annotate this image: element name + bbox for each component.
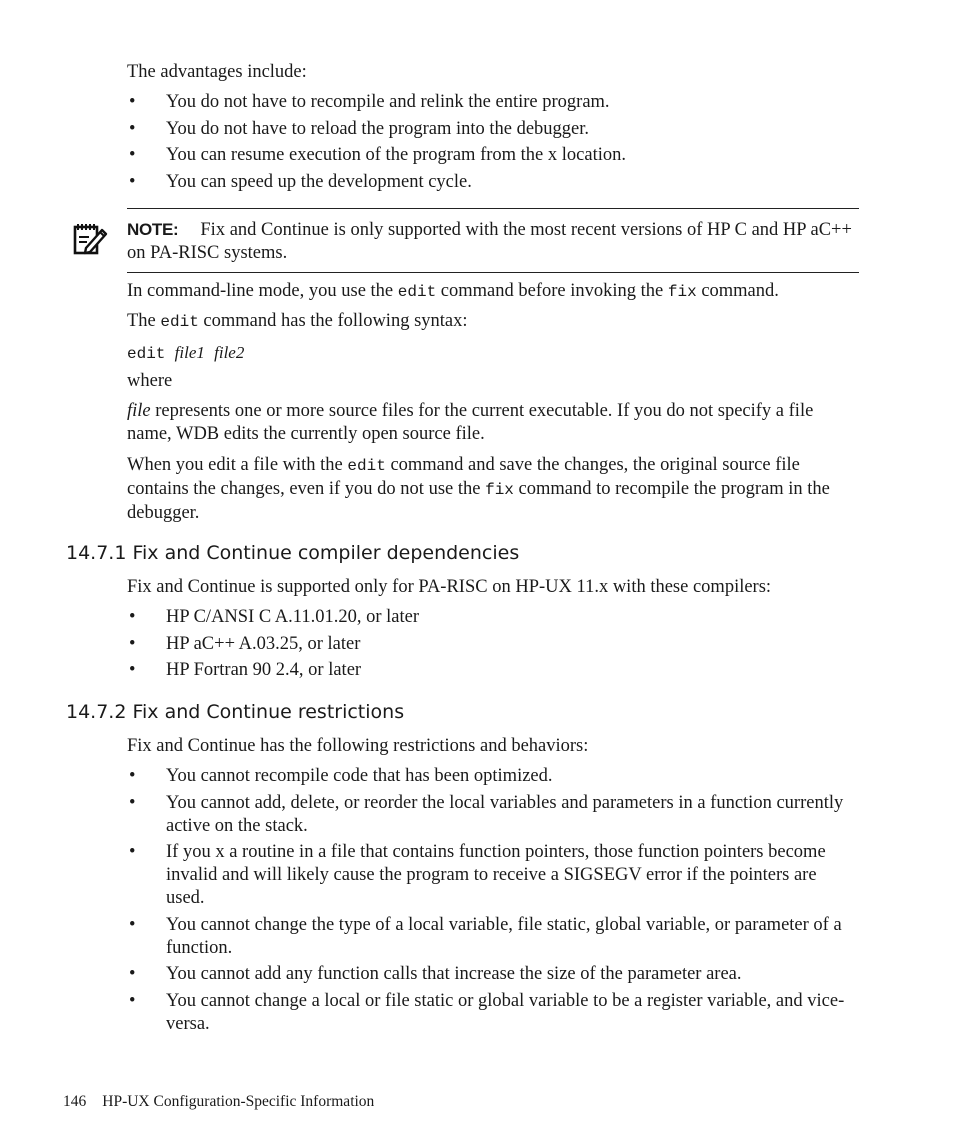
note-text-block [127, 218, 859, 265]
bullet-icon: • [129, 607, 136, 627]
bullet-icon: • [129, 118, 136, 139]
list-item: • If you x a routine in a file that contains function pointers, those function pointers become invalid and will likely cause the program to receive a SIGSEGV error if the pointers are used. [129, 842, 826, 908]
syntax-arg-1: file1 [174, 343, 205, 362]
list-item: • You cannot add, delete, or reorder the local variables and parameters in a function currently active on the stack. [129, 792, 844, 836]
code-fix: fix [667, 283, 697, 301]
list-item: • HP Fortran 90 2.4, or later [129, 660, 362, 680]
section-heading-14-7-2: 14.7.2 Fix and Continue restrictions [66, 701, 405, 723]
note-text: Fix and Continue is only supported with the most recent versions of HP C and HP aC++ on PA-RISC systems. [127, 220, 852, 263]
syntax-arg-2: file2 [214, 343, 245, 362]
term-file: file [127, 401, 151, 421]
chapter-title: HP-UX Configuration-Specific Information [102, 1093, 375, 1110]
section-2-lead: Fix and Continue has the following restrictions and behaviors: [127, 736, 589, 756]
bullet-icon: • [129, 990, 136, 1011]
intro-lead: The advantages include: [127, 62, 307, 82]
list-item: • You cannot add any function calls that increase the size of the parameter area. [129, 964, 742, 984]
bullet-icon: • [129, 914, 136, 935]
advantages-list [127, 91, 859, 197]
bullet-icon: • [129, 964, 136, 984]
section-1-lead: Fix and Continue is supported only for PA-RISC on HP-UX 11.x with these compilers: [127, 577, 772, 597]
bullet-icon: • [129, 660, 136, 680]
bullet-icon: • [129, 171, 136, 192]
note-pencil-icon [72, 221, 108, 257]
list-item: • You cannot recompile code that has been optimized. [129, 766, 553, 786]
list-item: • You cannot change the type of a local variable, file static, global variable, or parameter of a function. [129, 914, 842, 958]
bullet-icon: • [129, 92, 136, 112]
where-label: where [127, 371, 173, 391]
code-fix: fix [485, 481, 514, 499]
code-edit: edit [397, 283, 437, 301]
page-footer [63, 1093, 374, 1111]
list-item: • You can resume execution of the program from the x location. [129, 145, 626, 165]
list-item: • You do not have to reload the program into the debugger. [129, 118, 590, 139]
list-item: • You cannot change a local or file static or global variable to be a register variable, and vice-versa. [129, 990, 845, 1034]
syntax-command: edit [127, 345, 166, 363]
note-label: NOTE: [127, 220, 179, 239]
list-item: • You do not have to recompile and relink the entire program. [129, 92, 610, 112]
edit-paragraph-4: When you edit a file with the edit command and save the changes, the original source file contains the changes, even if you do not use the fix command to recompile the program in the debugger. [127, 455, 830, 523]
edit-paragraph-2: The edit command has the following syntax: [127, 311, 468, 331]
bullet-icon: • [129, 792, 136, 813]
edit-paragraph-1: In command-line mode, you use the edit command before invoking the fix command. [127, 281, 779, 301]
syntax-line [127, 341, 244, 366]
bullet-icon: • [129, 766, 136, 786]
bullet-icon: • [129, 842, 136, 862]
file-definition: file represents one or more source files for the current executable. If you do not specify a file name, WDB edits the currently open source file. [127, 401, 814, 444]
note-box [127, 208, 859, 273]
code-edit: edit [347, 457, 386, 475]
compiler-list [127, 606, 859, 686]
restrictions-list [127, 765, 859, 1039]
page-number: 146 [63, 1093, 87, 1110]
code-edit: edit [160, 313, 199, 331]
bullet-icon: • [129, 145, 136, 165]
bullet-icon: • [129, 633, 136, 654]
section-heading-14-7-1: 14.7.1 Fix and Continue compiler dependencies [66, 542, 520, 564]
list-item: • HP aC++ A.03.25, or later [129, 633, 361, 654]
list-item: • HP C/ANSI C A.11.01.20, or later [129, 607, 420, 627]
list-item: • You can speed up the development cycle. [129, 171, 472, 192]
